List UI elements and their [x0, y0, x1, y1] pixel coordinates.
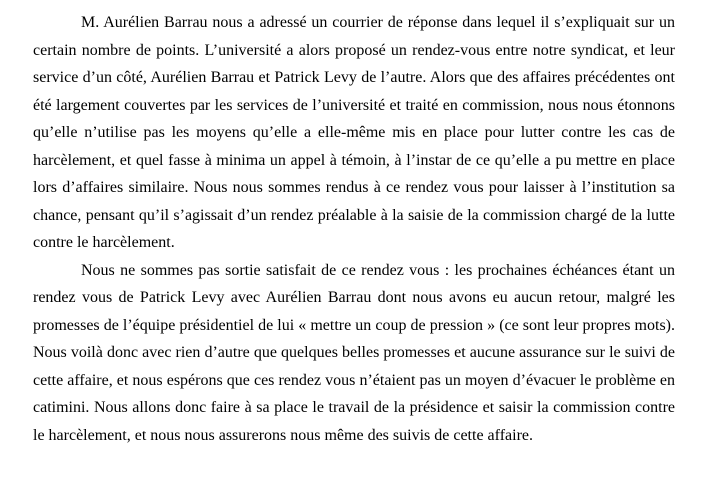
document-page	[33, 9, 675, 449]
paragraph-1: M. Aurélien Barrau nous a adressé un courrier de réponse dans lequel il s’expliquait sur un certain nombre de points. L’université a alors proposé un rendez-vous entre notre syndicat, et leur service d’un côté, Aurélien Barrau et Patrick Levy de l’autre. Alors que des affaires précédentes ont été largement couvertes par les services de l’université et traité en commission, nous nous étonnons qu’elle n’utilise pas les moyens qu’elle a elle-même mis en place pour lutter contre les cas de harcèlement, et quel fasse à minima un appel à témoin, à l’instar de ce qu’elle a pu mettre en place lors d’affaires similaire. Nous nous sommes rendus à ce rendez vous pour laisser à l’institution sa chance, pensant qu’il s’agissait d’un rendez préalable à la saisie de la commission chargé de la lutte contre le harcèlement.	[33, 14, 675, 251]
paragraph-2: Nous ne sommes pas sortie satisfait de ce rendez vous : les prochaines échéances étant un rendez vous de Patrick Levy avec Aurélien Barrau dont nous avons eu aucun retour, malgré les promesses de l’équipe présidentiel de lui « mettre un coup de pression » (ce sont leur propres mots). Nous voilà donc avec rien d’autre que quelques belles promesses et aucune assurance sur le suivi de cette affaire, et nous espérons que ces rendez vous n’étaient pas un moyen d’évacuer le problème en catimini. Nous allons donc faire à sa place le travail de la présidence et saisir la commission contre le harcèlement, et nous nous assurerons nous même des suivis de cette affaire.	[33, 261, 675, 444]
